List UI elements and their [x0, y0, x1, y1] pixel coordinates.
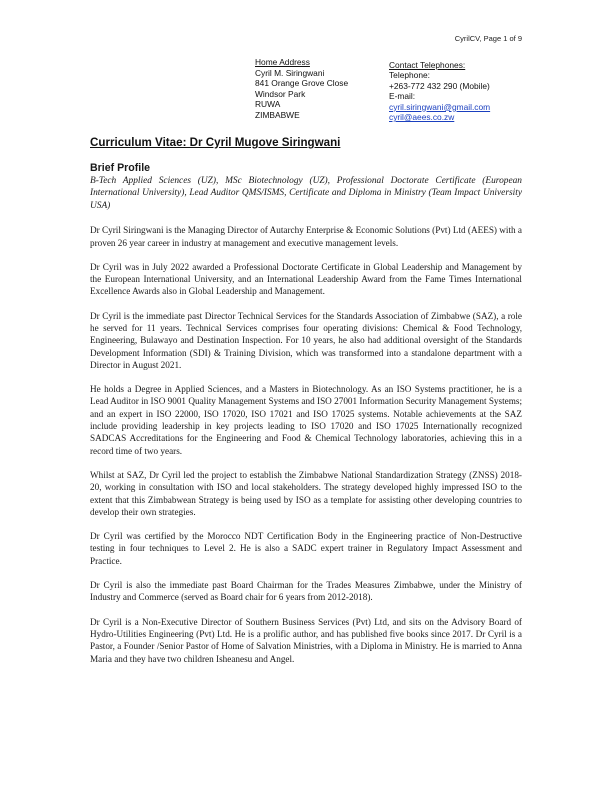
qualifications-summary: B-Tech Applied Sciences (UZ), MSc Biotechnology (UZ), Professional Doctorate Certificate (European International University), Lead Auditor QMS/ISMS, Certificate and Diploma in Ministry (Team Impact University USA)	[90, 176, 522, 211]
cv-body	[90, 162, 522, 665]
address-line: 841 Orange Grove Close	[255, 78, 349, 89]
brief-profile-heading: Brief Profile	[90, 162, 151, 174]
contact-block	[389, 60, 490, 122]
page-header-pagination: CyrilCV, Page 1 of 9	[454, 34, 522, 43]
contact-heading: Contact Telephones:	[389, 60, 466, 70]
email-label: E-mail:	[389, 91, 416, 102]
profile-paragraph: Whilst at SAZ, Dr Cyril led the project to establish the Zimbabwe National Standardization Strategy (ZNSS) 2018-20, working in consultation with ISO and local stakeholders. The strategy developed highly impressed ISO to the extent that this Zimbabwean Strategy is being used by ISO as a template for assisting other developing countries to develop their own strategies.	[90, 469, 522, 517]
address-line: Cyril M. Siringwani	[255, 67, 325, 78]
profile-paragraph: Dr Cyril was certified by the Morocco NDT Certification Body in the Engineering practice of Non-Destructive testing in four techniques to Level 2. He is also a SADC expert trainer in Regulatory Impact Assessment and Practice.	[90, 531, 522, 566]
profile-paragraph: Dr Cyril Siringwani is the Managing Director of Autarchy Enterprise & Economic Solutions (Pvt) Ltd (AEES) with a proven 26 year career in industry at management and executive management levels.	[90, 225, 522, 248]
home-address-block	[255, 57, 348, 121]
cv-title: Curriculum Vitae: Dr Cyril Mugove Siringwani	[90, 136, 341, 149]
address-line: Windsor Park	[255, 88, 306, 99]
email-link-aees[interactable]: cyril@aees.co.zw	[389, 112, 455, 123]
email-link-gmail[interactable]: cyril.siringwani@gmail.com	[389, 101, 491, 112]
profile-paragraph: Dr Cyril is the immediate past Director Technical Services for the Standards Association of Zimbabwe (SAZ), a role he served for 11 years. Technical Services comprises four operating divisions: Chemical & Food Technology, Engineering, Bulawayo and Destination Inspection. For 10 years, he also had additional oversight of the Standards Development Information (SDI) & Training Division, which was transformed into a standalone department with a Director in August 2021.	[90, 310, 522, 370]
profile-paragraph: He holds a Degree in Applied Sciences, and a Masters in Biotechnology. As an ISO Systems practitioner, he is a Lead Auditor in ISO 9001 Quality Management Systems and ISO 27001 Information Security Management Systems; and an expert in ISO 22000, ISO 17020, ISO 17021 and ISO 17025 systems. Notable achievements at the SAZ include providing leadership in key projects leading to ISO 17020 and ISO 17025 Internationally recognized SADCAS Accreditations for the Engineering and Food & Chemical Technology laboratories, achieving this in a record time of two years.	[90, 384, 522, 456]
home-address-heading: Home Address	[255, 57, 310, 67]
profile-paragraph: Dr Cyril was in July 2022 awarded a Professional Doctorate Certificate in Global Leadership and Management by the European International University, and an International Leadership Award from the Fame Times International Excellence Awards also in Global Leadership and Management.	[90, 261, 522, 297]
address-line: RUWA	[255, 99, 281, 110]
profile-paragraph: Dr Cyril is a Non-Executive Director of Southern Business Services (Pvt) Ltd, and sits on the Advisory Board of Hydro-Utilities Engineering (Pvt) Ltd. He is a prolific author, and has published five books since 2017. Dr Cyril is a Pastor, a Founder /Senior Pastor of Home of Salvation Ministries, with a Diploma in Ministry. He is married to Anna Maria and they have two children Isheanesu and Angel.	[90, 616, 522, 664]
profile-paragraph: Dr Cyril is also the immediate past Board Chairman for the Trades Measures Zimbabwe, under the Ministry of Industry and Commerce (served as Board chair for 6 years from 2012-2018).	[90, 580, 522, 603]
address-line: ZIMBABWE	[255, 109, 300, 120]
telephone-number: +263-772 432 290 (Mobile)	[389, 80, 490, 91]
telephone-label: Telephone:	[389, 70, 430, 81]
